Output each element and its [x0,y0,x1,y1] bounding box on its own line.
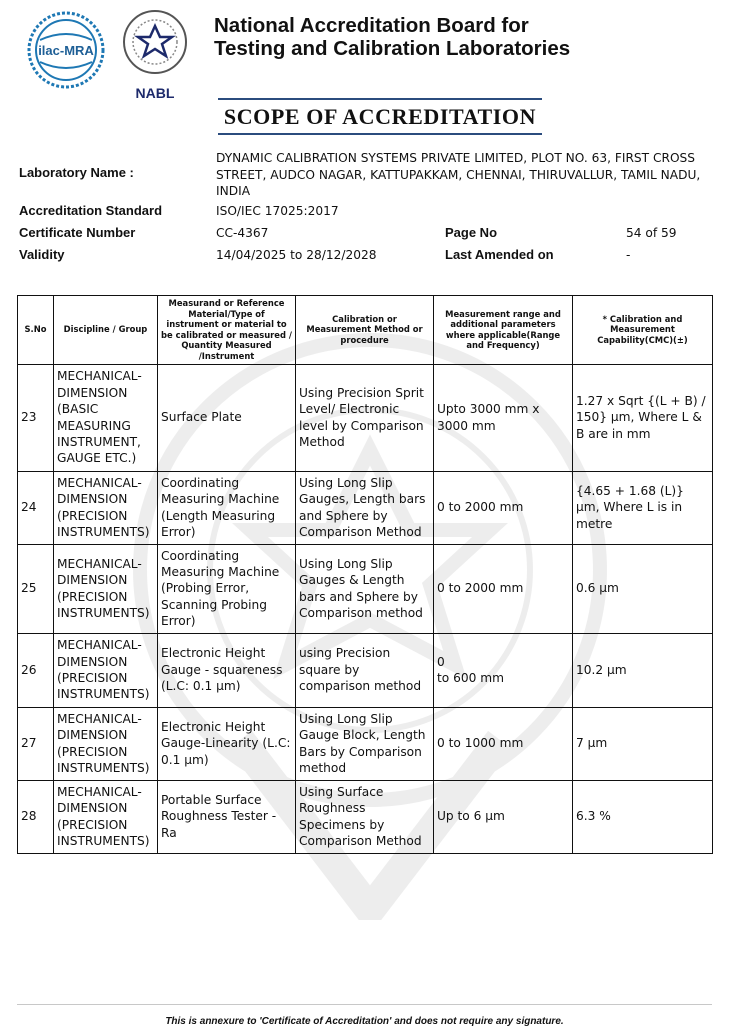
cell-cmc: {4.65 + 1.68 (L)} µm, Where L is in metre [573,471,713,544]
cell-range [434,633,573,707]
cell-discipline: MECHANICAL- DIMENSION (PRECISION INSTRUMENTS) [54,544,158,633]
cell-method: Using Long Slip Gauges, Length bars and Sphere by Comparison Method [296,471,434,544]
footer-note: This is annexure to 'Certificate of Accreditation' and does not require any signature. [165,1016,564,1027]
cell-range-line2: to 600 mm [437,671,504,686]
cell-discipline: MECHANICAL- DIMENSION (BASIC MEASURING INSTRUMENT, GAUGE ETC.) [54,364,158,471]
table-row [18,780,713,853]
cell-measurand: Coordinating Measuring Machine (Length Measuring Error) [158,471,296,544]
cell-cmc: 1.27 x Sqrt {(L + B) / 150} µm, Where L & B are in mm [573,364,713,471]
table-row [18,471,713,544]
cell-range: Upto 3000 mm x 3000 mm [434,364,573,471]
header-range: Measurement range and additional parameters where applicable(Range and Frequency) [434,296,573,365]
cell-cmc: 10.2 µm [573,633,713,707]
scope-title: SCOPE OF ACCREDITATION [223,104,537,129]
cell-range: Up to 6 µm [434,780,573,853]
cell-measurand: Coordinating Measuring Machine (Probing Error, Scanning Probing Error) [158,544,296,633]
cell-measurand: Electronic Height Gauge-Linearity (L.C: 0.1 µm) [158,707,296,780]
lab-name-line2: STREET, AUDCO NAGAR, KATTUPAKKAM, CHENNAI, THIRUVALLUR, TAMIL NADU, [216,167,701,182]
ilac-mra-logo [26,10,106,90]
cell-discipline: MECHANICAL- DIMENSION (PRECISION INSTRUMENTS) [54,633,158,707]
cell-method: using Precision square by comparison method [296,633,434,707]
cell-range: 0 to 1000 mm [434,707,573,780]
cell-method: Using Precision Sprit Level/ Electronic level by Comparison Method [296,364,434,471]
scope-table [17,295,713,854]
cell-method: Using Long Slip Gauge Block, Length Bars by Comparison method [296,707,434,780]
svg-text:ilac-MRA: ilac-MRA [38,43,94,58]
cell-cmc: 6.3 % [573,780,713,853]
header-cmc: * Calibration and Measurement Capability(CMC)(±) [573,296,713,365]
table-row [18,707,713,780]
table-row [18,633,713,707]
board-title-line1: National Accreditation Board for [214,14,529,37]
header-sno: S.No [18,296,54,365]
cell-discipline: MECHANICAL- DIMENSION (PRECISION INSTRUMENTS) [54,471,158,544]
standard-label: Accreditation Standard [19,203,163,218]
scope-rule-top [218,98,542,100]
table-row [18,544,713,633]
cell-measurand: Portable Surface Roughness Tester - Ra [158,780,296,853]
cell-measurand: Electronic Height Gauge - squareness (L.C: 0.1 µm) [158,633,296,707]
cell-discipline: MECHANICAL- DIMENSION (PRECISION INSTRUMENTS) [54,707,158,780]
lab-name-line3: INDIA [216,184,251,198]
header-measurand: Measurand or Reference Material/Type of instrument or material to be calibrated or measured / Quantity Measured /Instrument [158,296,296,365]
standard-value: ISO/IEC 17025:2017 [216,204,339,218]
table-row [18,364,713,471]
cell-cmc: 7 µm [573,707,713,780]
cell-sno: 24 [18,471,54,544]
cell-method: Using Long Slip Gauges & Length bars and Sphere by Comparison method [296,544,434,633]
validity-value: 14/04/2025 to 28/12/2028 [216,248,377,262]
lab-name-value [216,150,716,200]
lab-name-label: Laboratory Name : [19,165,134,180]
footer-divider [17,1004,712,1005]
cell-sno: 23 [18,364,54,471]
cell-sno: 25 [18,544,54,633]
header-method: Calibration or Measurement Method or procedure [296,296,434,365]
amended-value: - [626,248,631,262]
lab-name-line1: DYNAMIC CALIBRATION SYSTEMS PRIVATE LIMITED, PLOT NO. 63, FIRST CROSS [216,151,696,165]
cell-sno: 28 [18,780,54,853]
board-title [214,14,570,60]
cell-range: 0 to 2000 mm [434,471,573,544]
validity-label: Validity [19,247,65,262]
svg-text:NABL: NABL [135,85,175,101]
cell-method: Using Surface Roughness Specimens by Comparison Method [296,780,434,853]
cell-measurand: Surface Plate [158,364,296,471]
amended-label: Last Amended on [445,247,554,262]
cell-cmc: 0.6 µm [573,544,713,633]
certificate-value: CC-4367 [216,226,269,240]
nabl-logo [120,6,190,104]
cell-range-line1: 0 [437,654,445,669]
cell-range: 0 to 2000 mm [434,544,573,633]
header-discipline: Discipline / Group [54,296,158,365]
cell-discipline: MECHANICAL- DIMENSION (PRECISION INSTRUMENTS) [54,780,158,853]
scope-heading [218,98,542,135]
board-title-line2: Testing and Calibration Laboratories [214,37,571,60]
page-value: 54 of 59 [626,226,677,240]
cell-sno: 26 [18,633,54,707]
scope-rule-bottom [218,133,542,135]
cell-sno: 27 [18,707,54,780]
table-header-row [18,296,713,365]
page-label: Page No [445,225,498,240]
certificate-label: Certificate Number [19,225,136,240]
